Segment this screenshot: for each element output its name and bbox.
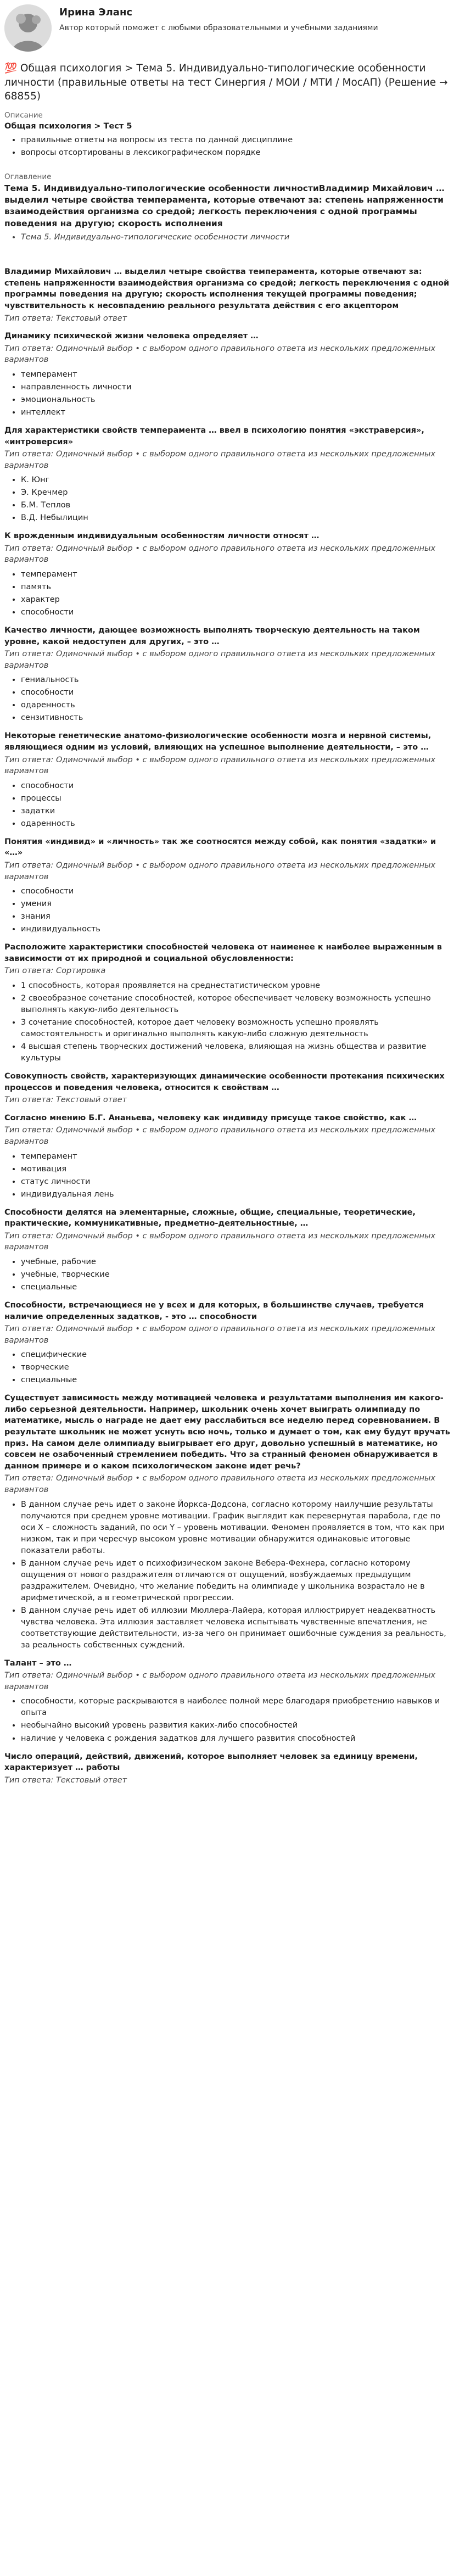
option-item: • Э. Кречмер — [21, 487, 455, 499]
option-list — [4, 569, 455, 618]
avatar-image — [4, 4, 52, 52]
option-item: • индивидуальная лень — [21, 1189, 455, 1200]
option-item: • специальные — [21, 1374, 455, 1386]
option-item: • 3 сочетание способностей, которое дает человеку возможность успешно проявлять самостоятельность и оригинально выполнять какую-либо сложную деятельность — [21, 1017, 455, 1040]
description-heading: Общая психология > Тест 5 — [4, 122, 132, 131]
option-item: • умения — [21, 898, 455, 910]
option-item: • специальные — [21, 1282, 455, 1293]
answer-type: Тип ответа: Одиночный выбор • с выбором одного правильного ответа из нескольких предложенных вариантов — [4, 755, 436, 776]
option-item: • темперамент — [21, 1151, 455, 1163]
answer-type: Тип ответа: Одиночный выбор • с выбором одного правильного ответа из нескольких предложенных вариантов — [4, 1231, 436, 1252]
contents-list — [4, 232, 455, 243]
answer-type: Тип ответа: Одиночный выбор • с выбором одного правильного ответа из нескольких предложенных вариантов — [4, 544, 436, 565]
question-item — [4, 530, 455, 618]
contents-section — [4, 172, 455, 243]
question-item — [4, 266, 455, 324]
option-item: • В.Д. Небылицин — [21, 512, 455, 524]
option-item: • Б.М. Теплов — [21, 500, 455, 511]
option-item: • необычайно высокий уровень развития каких-либо способностей — [21, 1720, 455, 1731]
option-item: • гениальность — [21, 674, 455, 686]
question-text: К врожденным индивидуальным особенностям личности относят … — [4, 532, 320, 541]
question-text: Владимир Михайлович … выделил четыре свойства темперамента, которые отвечают за: степень напряженности взаимодействия организма со средой; легкость переключения с одной программы поведения на другую; скорость исполнения текущей программы поведения; чувствительность к несовпадению реального результата действия с его акцептором — [4, 267, 450, 310]
option-list — [4, 1256, 455, 1293]
question-text: Качество личности, дающее возможность выполнять творческую деятельность на таком уровне, какой недоступен для других, – это … — [4, 626, 420, 646]
answer-type: Тип ответа: Одиночный выбор • с выбором одного правильного ответа из нескольких предложенных вариантов — [4, 1126, 436, 1146]
option-list — [4, 1349, 455, 1386]
answer-type: Тип ответа: Текстовый ответ — [4, 1096, 127, 1105]
question-text: Существует зависимость между мотивацией человека и результатами выполнения им какого-либо серьезной деятельности. Например, школьник очень хочет выиграть олимпиаду по математике, мысль о награде не дает ему расслабиться все неделю перед соревнованием. В результате школьник не может уснуть всю ночь, только и думает о том, как ему будут вручать приз. На самом деле олимпиаду выигрывает его друг, довольно успешный в математике, но совсем не озабоченный стремлением победить. Что за странный феномен обнаруживается в данном примере и о каком психологическом законе идет речь? — [4, 1394, 450, 1471]
contents-heading: Тема 5. Индивидуально-типологические особенности личностиВладимир Михайлович … выделил четыре свойства темперамента, которые отвечают за: степень напряженности взаимодействия организма со средой; легкость переключения с одной программы поведения на другую; скорость исполнения — [4, 183, 445, 228]
option-item: • одаренность — [21, 700, 455, 711]
option-item: • характер — [21, 594, 455, 606]
option-list — [4, 1696, 455, 1744]
option-item: • способности — [21, 780, 455, 792]
option-item: • индивидуальность — [21, 924, 455, 935]
question-text: Способности, встречающиеся не у всех и для которых, в большинстве случаев, требуется наличие определенных задатков, - это … способности — [4, 1300, 424, 1321]
option-item: • знания — [21, 911, 455, 923]
question-item — [4, 1300, 455, 1386]
option-item: • К. Юнг — [21, 474, 455, 486]
option-item: • темперамент — [21, 369, 455, 381]
option-item: • творческие — [21, 1362, 455, 1373]
option-item: • 1 способность, которая проявляется на среднестатистическом уровне — [21, 980, 455, 992]
option-item: • способности — [21, 607, 455, 618]
option-list — [4, 980, 455, 1064]
question-item — [4, 625, 455, 724]
question-item — [4, 1658, 455, 1745]
question-item — [4, 836, 455, 935]
avatar[interactable] — [4, 4, 52, 52]
page-title: 💯 Общая психология > Тема 5. Индивидуально-типологические особенности личности (правильные ответы на тест Синергия / МОИ / МТИ / МосАП) (Решение → 68855) — [4, 63, 448, 103]
toc-link[interactable]: • Тема 5. Индивидуально-типологические особенности личности — [21, 232, 455, 243]
option-item: • учебные, творческие — [21, 1269, 455, 1281]
option-list — [4, 1499, 455, 1651]
question-text: Некоторые генетические анатомо-физиологические особенности мозга и нервной системы, являющиеся одним из условий, влияющих на успешное выполнение деятельности, – это … — [4, 731, 432, 752]
answer-type: Тип ответа: Одиночный выбор • с выбором одного правильного ответа из нескольких предложенных вариантов — [4, 1671, 436, 1691]
option-item: • задатки — [21, 806, 455, 817]
option-item: • одаренность — [21, 818, 455, 830]
option-list — [4, 886, 455, 935]
option-item: • 2 своеобразное сочетание способностей, которое обеспечивает человеку возможность успешно выполнять какую-либо деятельность — [21, 993, 455, 1016]
option-item: • В данном случае речь идет о законе Йоркса-Додсона, согласно которому наилучшие результаты получаются при среднем уровне мотивации. График выглядит как перевернутая парабола, где по оси X – сложность заданий, по оси Y – уровень мотивации. Феномен проявляется в том, что как при низком, так и при чересчур высоком уровне мотивации обнаружится одинаковые итоговые показатели работы. — [21, 1499, 455, 1557]
answer-type: Тип ответа: Одиночный выбор • с выбором одного правильного ответа из нескольких предложенных вариантов — [4, 650, 436, 670]
option-item: • 4 высшая степень творческих достижений человека, влияющая на жизнь общества и развитие культуры — [21, 1041, 455, 1064]
option-item: • темперамент — [21, 569, 455, 580]
author-info — [59, 4, 378, 34]
question-text: Понятия «индивид» и «личность» так же соотносятся между собой, как понятия «задатки» и «…» — [4, 837, 436, 858]
answer-type: Тип ответа: Текстовый ответ — [4, 1775, 127, 1785]
option-item: • мотивация — [21, 1164, 455, 1175]
question-text: Динамику психической жизни человека определяет … — [4, 332, 259, 341]
question-item — [4, 331, 455, 418]
option-list — [4, 674, 455, 724]
question-item — [4, 425, 455, 524]
question-item — [4, 942, 455, 1064]
list-item: • правильные ответы на вопросы из теста по данной дисциплине — [21, 135, 455, 146]
option-item: • статус личности — [21, 1176, 455, 1188]
option-item: • способности, которые раскрываются в наиболее полной мере благодаря приобретению навыков и опыта — [21, 1696, 455, 1719]
option-item: • эмоциональность — [21, 394, 455, 406]
question-text: Расположите характеристики способностей человека от наименее к наиболее выраженным в зависимости от их природной и социальной обусловленности: — [4, 943, 442, 963]
answer-type: Тип ответа: Одиночный выбор • с выбором одного правильного ответа из нескольких предложенных вариантов — [4, 1325, 436, 1345]
question-item — [4, 1071, 455, 1106]
author-description: Автор который поможет с любыми образовательными и учебными заданиями — [59, 24, 378, 33]
option-item: • процессы — [21, 793, 455, 804]
question-item — [4, 1207, 455, 1293]
description-label: Описание — [4, 110, 43, 120]
option-list — [4, 780, 455, 830]
option-list — [4, 369, 455, 418]
option-item: • учебные, рабочие — [21, 1256, 455, 1268]
question-text: Способности делятся на элементарные, сложные, общие, специальные, теоретические, практические, коммуникативные, предметно-деятельностные, … — [4, 1208, 416, 1228]
questions-list — [4, 266, 455, 1786]
question-text: Число операций, действий, движений, которое выполняет человек за единицу времени, характеризует … работы — [4, 1752, 418, 1773]
list-item: • вопросы отсортированы в лексикографическом порядке — [21, 147, 455, 159]
question-item — [4, 1393, 455, 1651]
option-item: • сензитивность — [21, 712, 455, 724]
option-item: • В данном случае речь идет об иллюзии Мюллера-Лайера, которая иллюстрирует неадекватность чувства человека. Эта иллюзия заставляет человека испытывать чувственные впечатления, не соответствующие действительности, из-за чего он принимает ошибочные суждения за реальность, за реальность собственных суждений. — [21, 1605, 455, 1651]
question-text: Для характеристики свойств темперамента … ввел в психологию понятия «экстраверсия», «интроверсия» — [4, 426, 424, 446]
question-item — [4, 730, 455, 829]
contents-label: Оглавление — [4, 172, 52, 182]
option-item: • способности — [21, 886, 455, 897]
answer-type: Тип ответа: Одиночный выбор • с выбором одного правильного ответа из нескольких предложенных вариантов — [4, 450, 436, 470]
option-item: • направленность личности — [21, 382, 455, 393]
author-name[interactable]: Ирина Эланс — [59, 7, 133, 18]
option-item: • В данном случае речь идет о психофизическом законе Вебера-Фехнера, согласно которому ощущения от нового раздражителя отличаются от ощущений, возбуждаемых предыдущим раздражителем. Очевидно, что желание победить на олимпиаде у школьника возрастало не в арифметической, а в геометрической прогрессии. — [21, 1558, 455, 1604]
question-text: Согласно мнению Б.Г. Ананьева, человеку как индивиду присуще такое свойство, как … — [4, 1113, 417, 1122]
question-text: Совокупность свойств, характеризующих динамические особенности протекания психических процессов и поведения человека, относится к свойствам … — [4, 1072, 445, 1092]
question-item — [4, 1113, 455, 1200]
option-list — [4, 474, 455, 524]
option-list — [4, 1151, 455, 1200]
option-item: • наличие у человека с рождения задатков для лучшего развития способностей — [21, 1733, 455, 1745]
question-text: Талант – это … — [4, 1658, 72, 1668]
option-item: • специфические — [21, 1349, 455, 1361]
description-section — [4, 110, 455, 159]
answer-type: Тип ответа: Текстовый ответ — [4, 314, 127, 323]
answer-type: Тип ответа: Одиночный выбор • с выбором одного правильного ответа из нескольких предложенных вариантов — [4, 344, 436, 365]
option-item: • интеллект — [21, 407, 455, 418]
option-item: • способности — [21, 687, 455, 699]
answer-type: Тип ответа: Сортировка — [4, 966, 106, 976]
description-list — [4, 135, 455, 159]
option-item: • память — [21, 582, 455, 593]
question-item — [4, 1751, 455, 1786]
author-header — [4, 0, 455, 60]
answer-type: Тип ответа: Одиночный выбор • с выбором одного правильного ответа из нескольких предложенных вариантов — [4, 1474, 436, 1494]
answer-type: Тип ответа: Одиночный выбор • с выбором одного правильного ответа из нескольких предложенных вариантов — [4, 861, 436, 881]
